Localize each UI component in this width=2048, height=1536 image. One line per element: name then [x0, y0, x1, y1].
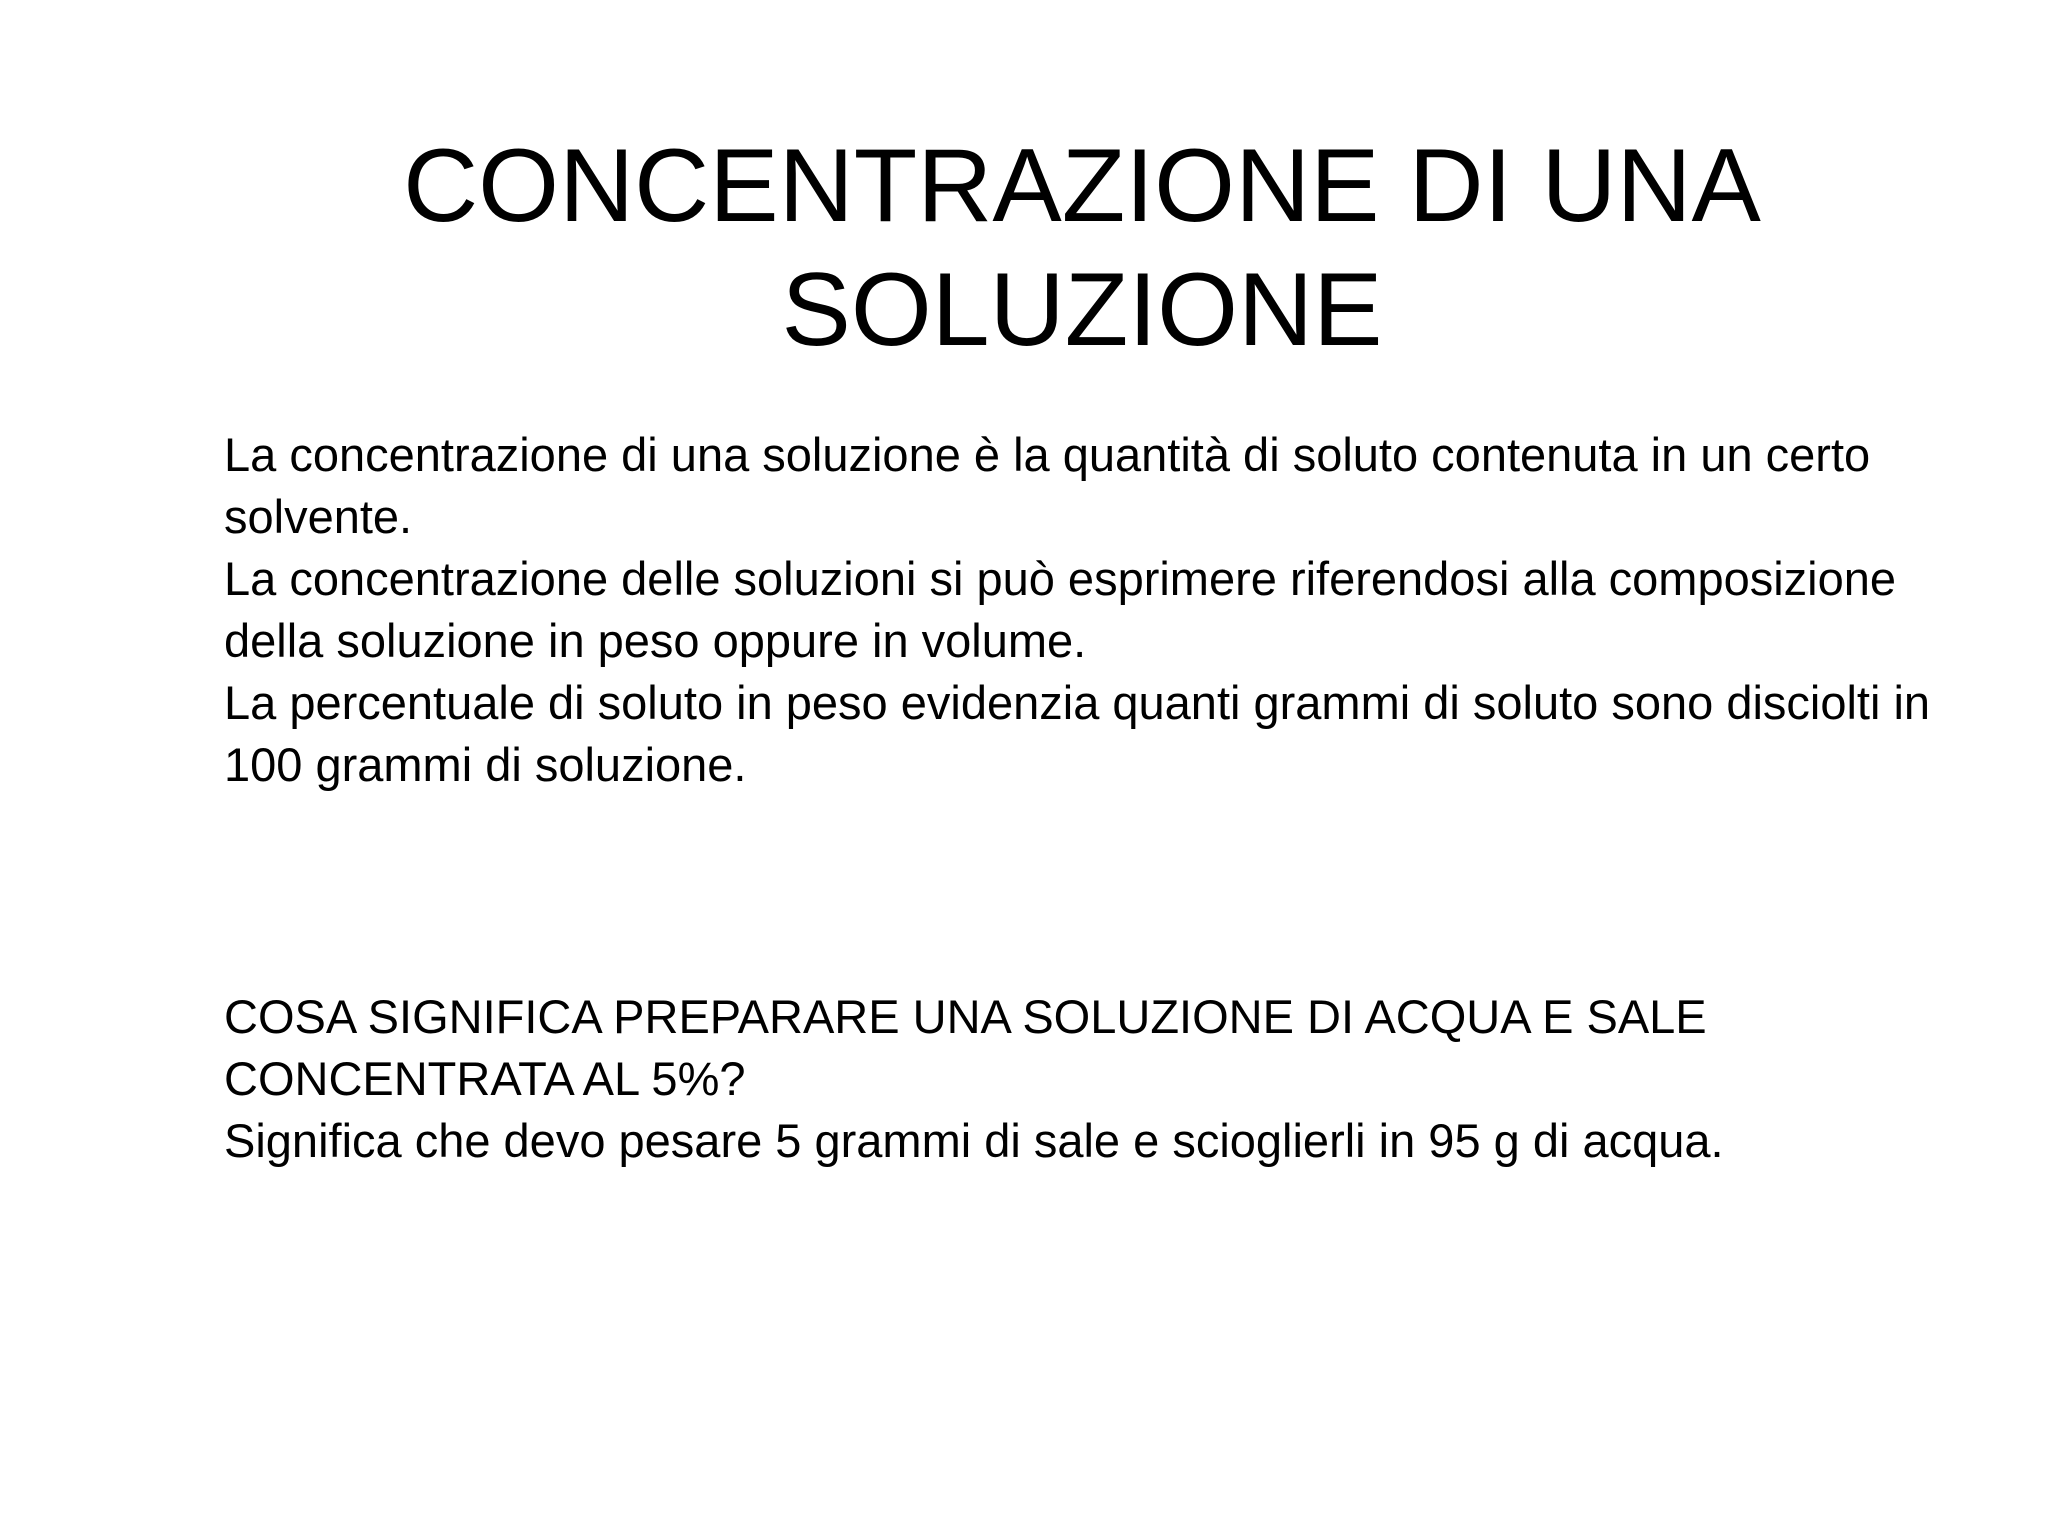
slide-title	[262, 124, 1902, 372]
slide-title-line-2: SOLUZIONE	[781, 252, 1383, 368]
paragraph-expression: La concentrazione delle soluzioni si può esprimere riferendosi alla composizione della soluzione in peso oppure in volume.	[224, 552, 1897, 667]
example-text-block	[224, 986, 1944, 1172]
definition-text-block	[224, 424, 1944, 796]
paragraph-definition: La concentrazione di una soluzione è la quantità di soluto contenuta in un certo solvente.	[224, 428, 1871, 543]
example-answer: Significa che devo pesare 5 grammi di sale e scioglierli in 95 g di acqua.	[224, 1114, 1724, 1167]
paragraph-weight-percentage: La percentuale di soluto in peso evidenzia quanti grammi di soluto sono disciolti in 100 grammi di soluzione.	[224, 676, 1931, 791]
slide-title-line-1: CONCENTRAZIONE DI UNA	[403, 128, 1761, 244]
example-question: COSA SIGNIFICA PREPARARE UNA SOLUZIONE DI ACQUA E SALE CONCENTRATA AL 5%?	[224, 990, 1707, 1105]
